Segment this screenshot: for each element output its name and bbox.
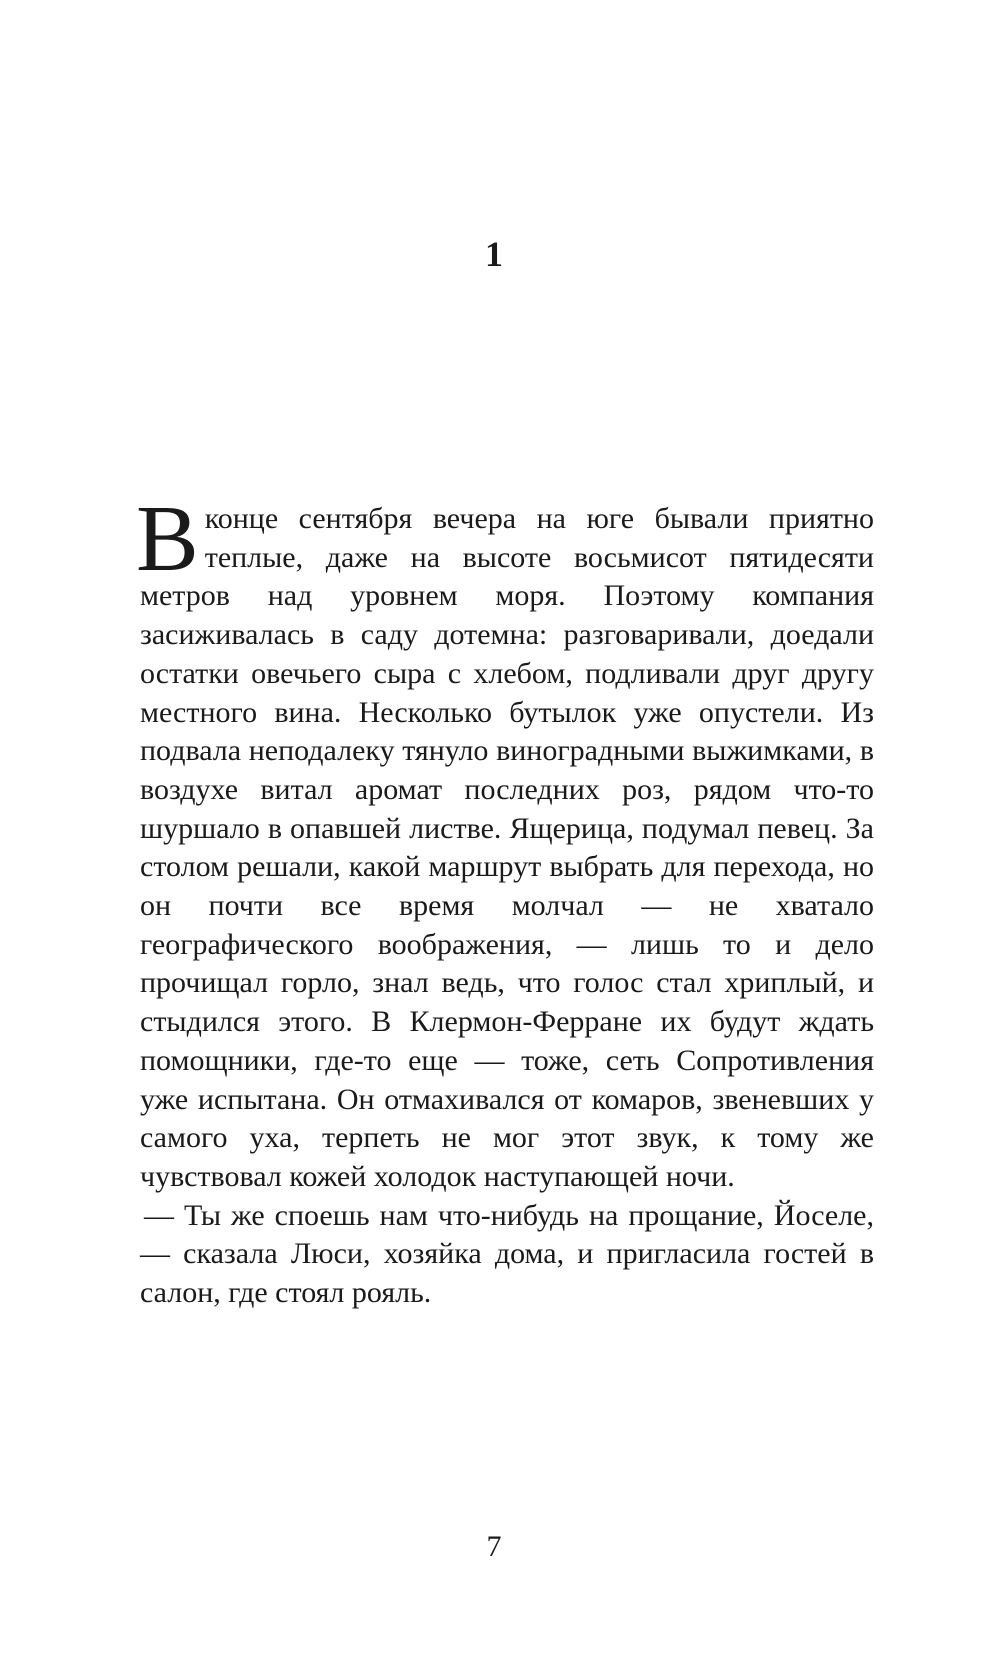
chapter-number: 1 (485, 234, 503, 274)
page-number: 7 (486, 1530, 502, 1563)
paragraph (136, 487, 874, 1197)
body-text (136, 487, 874, 1313)
paragraph-text: конце сентября вечера на юге бывали приятно теплые, даже на высоте восьмисот пятидесяти метров над уровнем моря. Поэтому компания засиживалась в саду дотемна: разговаривали, доедали остатки овечьего сыра с хлебом, подливали друг другу местного вина. Несколько бутылок уже опустели. Из подвала неподалеку тянуло виноградными выжимками, в воздухе витал аромат последних роз, рядом что-то шуршало в опавшей листве. Ящерица, подумал певец. За столом решали, какой маршрут выбрать для перехода, но он почти все время молчал — не хватало географического воображения, — лишь то и дело прочищал горло, знал ведь, что голос стал хриплый, и стыдился этого. В Клермон-Ферране их будут ждать помощники, где-то еще — тоже, сеть Сопротивления уже испытана. Он отмахивался от комаров, звеневших у самого уха, терпеть не мог этот звук, к тому же чувствовал кожей холодок наступающей ночи. (140, 502, 874, 1193)
dialogue-paragraph: — Ты же споешь нам что-нибудь на прощание, Йоселе, — сказала Люси, хозяйка дома, и пригласила гостей в салон, где стоял рояль. (140, 1198, 874, 1310)
drop-cap: В (136, 487, 199, 591)
